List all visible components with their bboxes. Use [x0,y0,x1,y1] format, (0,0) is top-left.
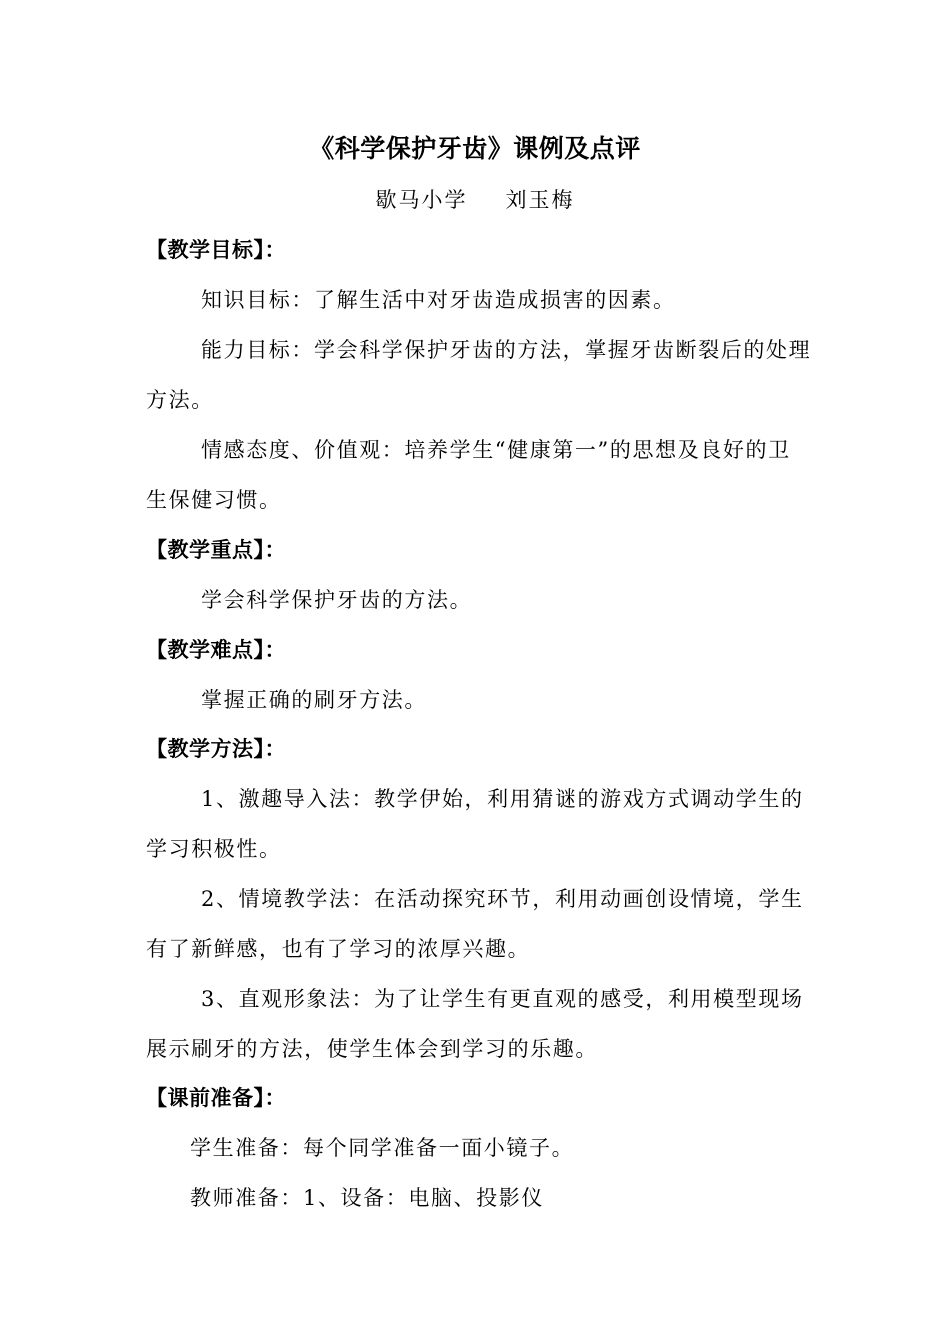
teacher-preparation: 教师准备：1、设备：电脑、投影仪 [190,1186,544,1210]
ability-objective-line1: 能力目标：学会科学保护牙齿的方法，掌握牙齿断裂后的处理 [201,338,812,362]
ability-objective-line2: 方法。 [146,388,214,412]
key-point-text: 学会科学保护牙齿的方法。 [201,588,473,612]
method-1-line2: 学习积极性。 [146,837,282,861]
author-line [0,185,950,215]
difficulty-text: 掌握正确的刷牙方法。 [201,688,427,712]
school-name: 歇马小学 [375,188,468,212]
method-3-line2: 展示刷牙的方法，使学生体会到学习的乐趣。 [146,1037,598,1061]
student-preparation: 学生准备：每个同学准备一面小镜子。 [190,1136,575,1160]
objectives-heading: 【教学目标】： [146,238,286,262]
method-2-line1: 2、情境教学法：在活动探究环节，利用动画创设情境，学生 [201,887,804,911]
key-point-heading: 【教学重点】： [146,538,286,562]
emotion-objective-line1: 情感态度、价值观：培养学生“健康第一”的思想及良好的卫 [201,438,791,462]
method-3-line1: 3、直观形象法：为了让学生有更直观的感受，利用模型现场 [201,987,804,1011]
document-title: 《科学保护牙齿》课例及点评 [309,134,641,163]
methods-heading: 【教学方法】： [146,737,286,761]
preparation-heading: 【课前准备】： [146,1086,286,1110]
emotion-objective-line2: 生保健习惯。 [146,488,282,512]
difficulty-heading: 【教学难点】： [146,638,286,662]
method-2-line2: 有了新鲜感，也有了学习的浓厚兴趣。 [146,937,531,961]
author-name: 刘玉梅 [505,188,575,212]
knowledge-objective: 知识目标：了解生活中对牙齿造成损害的因素。 [201,288,676,312]
method-1-line1: 1、激趣导入法：教学伊始，利用猜谜的游戏方式调动学生的 [201,787,804,811]
